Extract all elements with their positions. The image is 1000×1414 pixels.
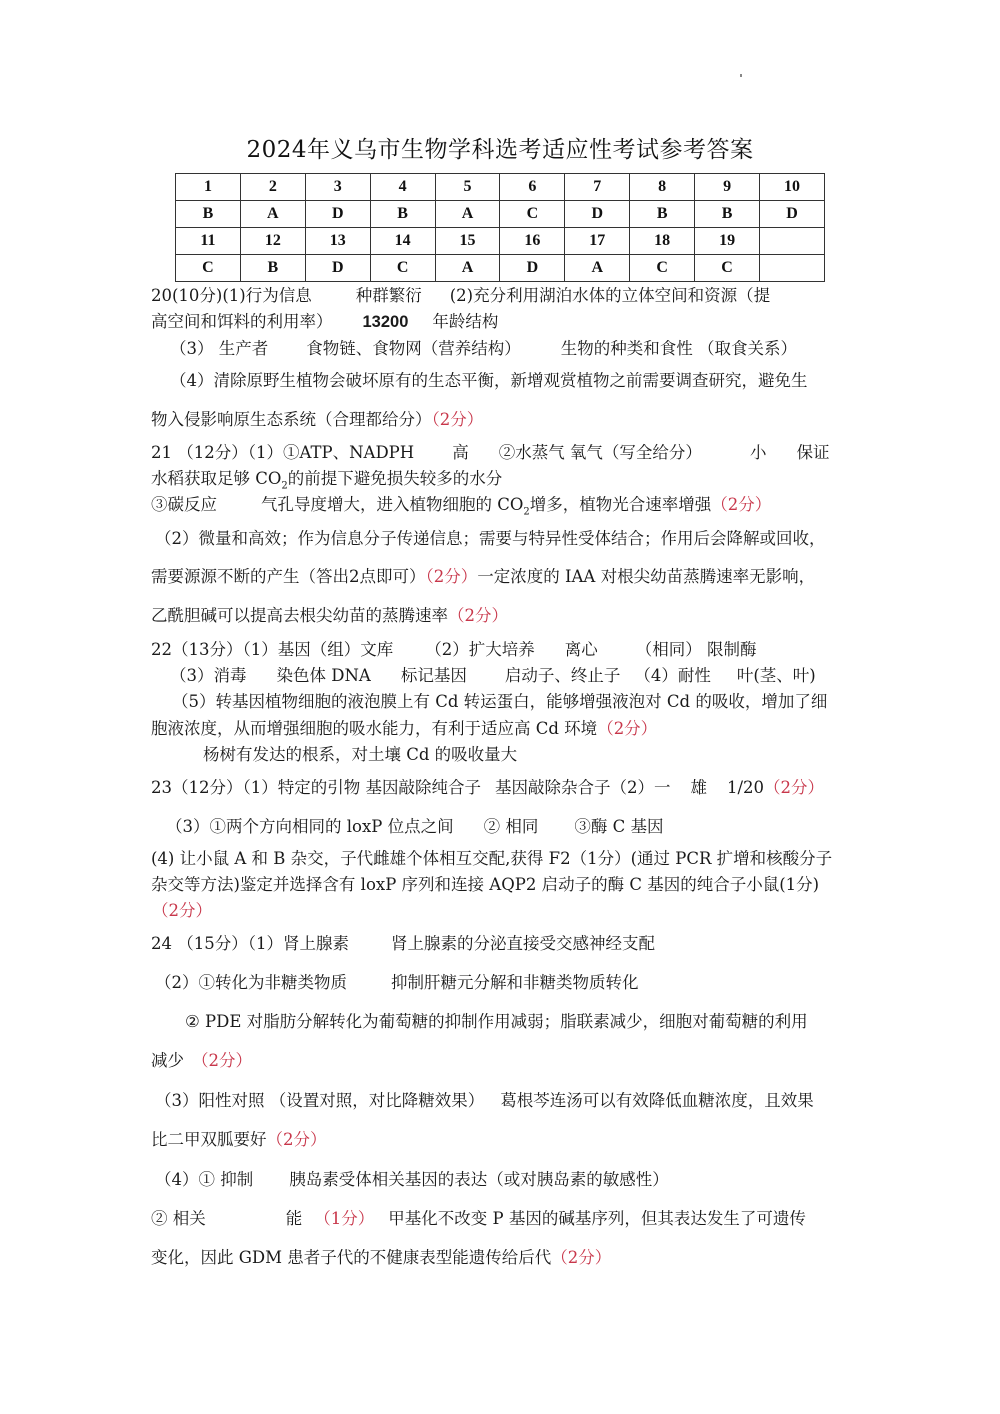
q24-line-5 bbox=[155, 1091, 855, 1111]
question-number-cell: 7 bbox=[565, 174, 630, 201]
question-number-cell: 2 bbox=[240, 174, 305, 201]
q22-line-1 bbox=[151, 640, 851, 660]
score-label: （2分） bbox=[266, 1130, 327, 1149]
q21-line-3 bbox=[151, 495, 851, 522]
answer-row bbox=[176, 201, 825, 228]
q24-line-8 bbox=[151, 1209, 851, 1229]
q22-line-3: （5）转基因植物细胞的液泡膜上有 Cd 转运蛋白，能够增强液泡对 Cd 的吸收，增加了细 bbox=[172, 692, 828, 711]
q20-population-reproduction: 种群繁衍 bbox=[355, 286, 422, 305]
q20-number-answer: 13200 bbox=[362, 313, 409, 331]
score-label: （2分） bbox=[431, 410, 484, 429]
q20-line-1 bbox=[151, 286, 851, 306]
answer-cell: C bbox=[630, 255, 695, 282]
answer-cell: B bbox=[240, 255, 305, 282]
q24-line-3: ② PDE 对脂肪分解转化为葡萄糖的抑制作用减弱；脂联素减少，细胞对葡萄糖的利用 bbox=[185, 1012, 808, 1031]
answer-cell: A bbox=[240, 201, 305, 228]
q21-line-2-a: 水稻获取足够 CO bbox=[151, 469, 282, 488]
answer-cell: C bbox=[176, 255, 241, 282]
q24-positive-control: （3）阳性对照 （设置对照，对比降糖效果） bbox=[155, 1091, 485, 1110]
q22-expand-culture: （2）扩大培养 bbox=[425, 640, 535, 659]
question-number-cell: 9 bbox=[695, 174, 760, 201]
q23-enzyme-c-gene: ③酶 C 基因 bbox=[574, 817, 664, 836]
q22-line-2 bbox=[170, 666, 870, 686]
answer-cell: D bbox=[305, 255, 370, 282]
q22-marker-gene: 标记基因 bbox=[400, 666, 467, 685]
question-number-cell: 12 bbox=[240, 228, 305, 255]
q24-line-7 bbox=[155, 1170, 855, 1190]
q22-restriction-enzyme: （相同） 限制酶 bbox=[635, 640, 757, 659]
q21-small: 小 bbox=[749, 443, 767, 462]
q20-line-2 bbox=[151, 312, 851, 332]
q21-line-4: （2）微量和高效；作为信息分子传递信息；需要与特异性受体结合；作用后会降解或回收， bbox=[155, 529, 826, 548]
q24-related: ② 相关 bbox=[151, 1209, 206, 1228]
score-label: （2分） bbox=[711, 495, 772, 514]
q20-part1-behavior-info: 20(10分)(1)行为信息 bbox=[151, 286, 312, 305]
q20-part2-cont: 高空间和饵料的利用率） bbox=[151, 312, 333, 331]
q21-high: 高 bbox=[452, 443, 469, 462]
q23-heterozygous: 基因敲除杂合子（2）一 bbox=[494, 778, 671, 797]
q22-promoter-terminator: 启动子、终止子 bbox=[504, 666, 621, 685]
q23-line-3: (4) 让小鼠 A 和 B 杂交，子代雌雄个体相互交配,获得 F2（1分）(通过 PCR 扩增和核酸分子 bbox=[151, 849, 833, 868]
question-number-cell: 6 bbox=[500, 174, 565, 201]
q20-part2-text: (2)充分利用湖泊水体的立体空间和资源（提 bbox=[449, 286, 771, 305]
q23-line-1 bbox=[151, 778, 851, 798]
answer-row bbox=[176, 255, 825, 282]
question-number-cell: 16 bbox=[500, 228, 565, 255]
q21-line-6 bbox=[151, 606, 851, 626]
q22-centrifuge: 离心 bbox=[564, 640, 598, 659]
question-number-cell: 13 bbox=[305, 228, 370, 255]
score-label: （2分） bbox=[152, 901, 212, 920]
q24-line-9 bbox=[151, 1248, 851, 1268]
answer-cell: D bbox=[565, 201, 630, 228]
answer-cell: B bbox=[630, 201, 695, 228]
q20-line-5 bbox=[151, 410, 851, 430]
answer-cell: C bbox=[695, 255, 760, 282]
q22-chromosome-dna: 染色体 DNA bbox=[276, 666, 371, 685]
q22-tolerance: （4）耐性 bbox=[634, 666, 711, 685]
q20-line-4: （4）清除原野生植物会破坏原有的生态平衡，新增观赏植物之前需要调查研究，避免生 bbox=[170, 371, 808, 390]
answer-cell: A bbox=[435, 255, 500, 282]
q20-food-web: 食物链、食物网（营养结构） bbox=[306, 339, 521, 358]
q20-part3-producer: （3） 生产者 bbox=[170, 339, 269, 358]
q24-insulin-receptor: 胰岛素受体相关基因的表达（或对胰岛素的敏感性） bbox=[289, 1170, 669, 1189]
answer-cell: A bbox=[565, 255, 630, 282]
q23-line-2 bbox=[166, 817, 866, 837]
answer-cell bbox=[760, 255, 825, 282]
q22-line-4-text: 胞液浓度，从而增强细胞的吸水能力，有利于适应高 Cd 环境 bbox=[151, 719, 598, 738]
q21-line-1 bbox=[151, 443, 851, 463]
q24-line-2 bbox=[155, 973, 855, 993]
q23-ratio: 1/20 bbox=[726, 778, 765, 797]
question-number-cell: 10 bbox=[760, 174, 825, 201]
q24-decoction-effect: 葛根芩连汤可以有效降低血糖浓度，且效果 bbox=[500, 1091, 814, 1110]
q21-line-3-c: 增多，植物光合速率增强 bbox=[529, 495, 712, 514]
score-label: （2分） bbox=[448, 606, 508, 625]
scan-speck bbox=[740, 74, 742, 77]
question-number-cell: 15 bbox=[435, 228, 500, 255]
q23-same: ② 相同 bbox=[483, 817, 539, 836]
question-number-cell: 11 bbox=[176, 228, 241, 255]
answer-cell: B bbox=[695, 201, 760, 228]
q20-species-diet: 生物的种类和食性 （取食关系） bbox=[560, 339, 797, 358]
answer-cell: D bbox=[305, 201, 370, 228]
q21-line-3-b: 气孔导度增大，进入植物细胞的 CO bbox=[261, 495, 524, 514]
q21-part1-atp: 21 （12分）（1）①ATP、NADPH bbox=[151, 443, 415, 462]
question-number-cell: 3 bbox=[305, 174, 370, 201]
co2-subscript: 2 bbox=[523, 506, 530, 518]
question-number-cell: 18 bbox=[630, 228, 695, 255]
q24-line-9-text: 变化，因此 GDM 患者子代的不健康表型能遗传给后代 bbox=[151, 1248, 552, 1267]
question-number-cell: 19 bbox=[695, 228, 760, 255]
answer-cell: B bbox=[370, 201, 435, 228]
q24-line-6-text: 比二甲双胍要好 bbox=[151, 1130, 267, 1149]
q21-ensure: 保证 bbox=[796, 443, 830, 462]
answer-table bbox=[175, 173, 825, 282]
q21-water-vapor-oxygen: ②水蒸气 氧气（写全给分） bbox=[498, 443, 702, 462]
q22-gene-library: 22（13分）（1）基因（组）文库 bbox=[151, 640, 394, 659]
page-title: 2024年义乌市生物学科选考适应性考试参考答案 bbox=[246, 137, 754, 163]
q24-methylation: 甲基化不改变 P 基因的碱基序列，但其表达发生了可遗传 bbox=[388, 1209, 806, 1228]
q21-line-5-b: 一定浓度的 IAA 对根尖幼苗蒸腾速率无影响， bbox=[477, 567, 816, 586]
q24-adrenaline: 24 （15分）（1）肾上腺素 bbox=[151, 934, 349, 953]
q24-line-6 bbox=[151, 1130, 851, 1150]
question-number-cell: 1 bbox=[176, 174, 241, 201]
q22-line-4 bbox=[151, 719, 851, 739]
q21-carbon-reaction: ③碳反应 bbox=[151, 495, 217, 514]
q24-inhibit: （4）① 抑制 bbox=[155, 1170, 254, 1189]
score-label: （2分） bbox=[597, 719, 658, 738]
answer-cell: A bbox=[435, 201, 500, 228]
q24-line-1 bbox=[151, 934, 851, 954]
question-number-row bbox=[176, 228, 825, 255]
q23-male: 雄 bbox=[690, 778, 707, 797]
q21-line-5-a: 需要源源不断的产生（答出2点即可） bbox=[151, 567, 426, 586]
answer-cell: B bbox=[176, 201, 241, 228]
question-number-cell: 5 bbox=[435, 174, 500, 201]
co2-subscript: 2 bbox=[281, 480, 288, 492]
question-number-cell: 8 bbox=[630, 174, 695, 201]
question-number-cell: 14 bbox=[370, 228, 435, 255]
score-label: （2分） bbox=[551, 1248, 612, 1267]
question-number-cell: 4 bbox=[370, 174, 435, 201]
score-label: （2分） bbox=[425, 567, 478, 586]
q23-primer-homozygous: 23（12分）（1）特定的引物 基因敲除纯合子 bbox=[151, 778, 481, 797]
q22-leaf: 叶(茎、叶) bbox=[736, 666, 816, 685]
question-number-cell bbox=[760, 228, 825, 255]
score-label: （2分） bbox=[192, 1051, 252, 1070]
q23-line-4: 杂交等方法)鉴定并选择含有 loxP 序列和连接 AQP2 启动子的酶 C 基因的纯合子小鼠(1分) bbox=[151, 875, 820, 894]
q22-disinfect: （3）消毒 bbox=[170, 666, 247, 685]
question-number-row bbox=[176, 174, 825, 201]
answer-cell: D bbox=[500, 255, 565, 282]
answer-cell: C bbox=[500, 201, 565, 228]
q21-line-5 bbox=[151, 567, 851, 587]
q21-line-2 bbox=[151, 469, 851, 496]
q24-sympathetic: 肾上腺素的分泌直接受交感神经支配 bbox=[390, 934, 655, 953]
score-label: （1分） bbox=[314, 1209, 375, 1228]
q24-inhibit-glycogen: 抑制肝糖元分解和非糖类物质转化 bbox=[391, 973, 639, 992]
score-label: （2分） bbox=[764, 778, 825, 797]
q21-line-6-text: 乙酰胆碱可以提高去根尖幼苗的蒸腾速率 bbox=[151, 606, 448, 625]
answer-cell: C bbox=[370, 255, 435, 282]
q20-part4-cont: 物入侵影响原生态系统（合理都给分） bbox=[151, 410, 432, 429]
q23-loxp-sites: （3）①两个方向相同的 loxP 位点之间 bbox=[166, 817, 454, 836]
q24-line-4-text: 减少 bbox=[151, 1051, 184, 1070]
q20-line-3 bbox=[170, 339, 870, 359]
question-number-cell: 17 bbox=[565, 228, 630, 255]
answer-cell: D bbox=[760, 201, 825, 228]
q22-line-5: 杨树有发达的根系，对土壤 Cd 的吸收量大 bbox=[203, 745, 518, 764]
q24-can: 能 bbox=[285, 1209, 303, 1228]
q24-line-4 bbox=[151, 1051, 851, 1071]
q21-line-2-b: 的前提下避免损失较多的水分 bbox=[287, 469, 503, 488]
q20-age-structure: 年龄结构 bbox=[432, 312, 499, 331]
q24-non-sugar: （2）①转化为非糖类物质 bbox=[155, 973, 347, 992]
